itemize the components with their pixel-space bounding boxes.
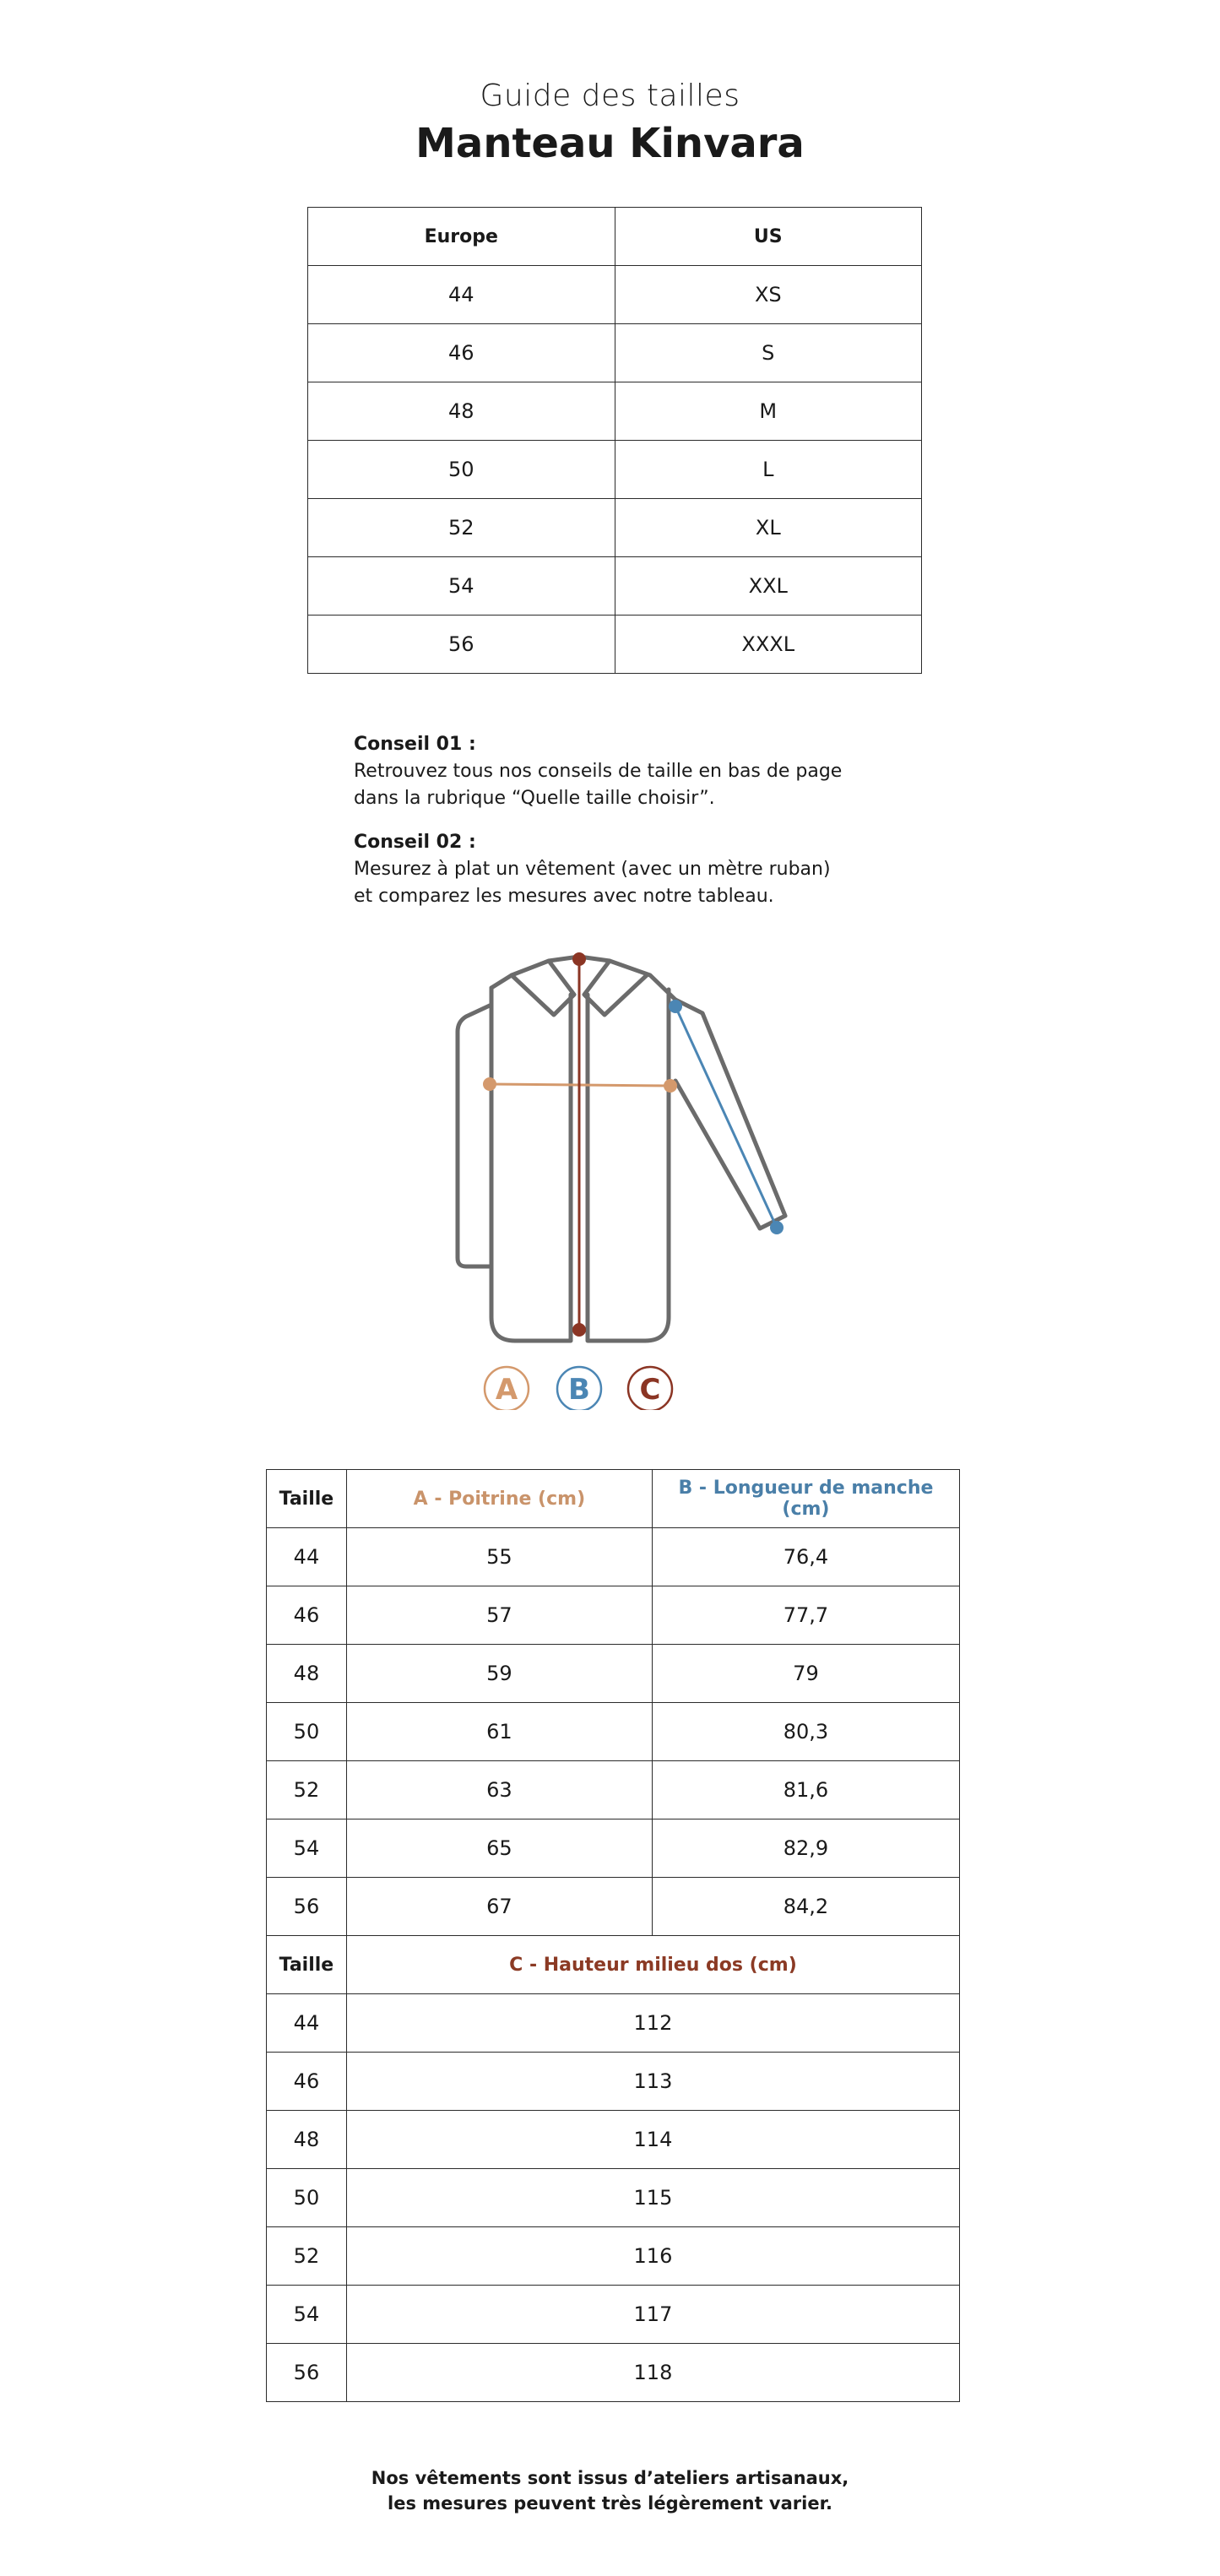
- legend-a-badge: [485, 1367, 529, 1410]
- table-row: [308, 324, 922, 382]
- size-conversion-table: [307, 207, 922, 674]
- table-row: [267, 1528, 960, 1586]
- cell-c: 118: [346, 2344, 959, 2402]
- cell-taille: 56: [267, 2344, 347, 2402]
- table-header-row: [267, 1470, 960, 1528]
- cell-us: XXL: [615, 557, 921, 616]
- table-row: [267, 1878, 960, 1936]
- header-taille: Taille: [267, 1936, 347, 1994]
- table-row: [267, 1761, 960, 1819]
- cell-taille: 52: [267, 1761, 347, 1819]
- cell-c: 115: [346, 2169, 959, 2227]
- cell-a: 57: [346, 1586, 652, 1645]
- cell-taille: 56: [267, 1878, 347, 1936]
- table-row: [267, 2286, 960, 2344]
- cell-taille: 50: [267, 1703, 347, 1761]
- tip-02: [354, 829, 894, 910]
- cell-b: 80,3: [652, 1703, 959, 1761]
- tip-text-line: et comparez les mesures avec notre tableau.: [354, 886, 774, 907]
- table-row: [308, 441, 922, 499]
- header-europe: Europe: [308, 208, 615, 266]
- table-row: [308, 499, 922, 557]
- cell-c: 112: [346, 1994, 959, 2053]
- footer-line: les mesures peuvent très légèrement varier.: [388, 2493, 832, 2514]
- cell-a: 59: [346, 1645, 652, 1703]
- table-row: [308, 382, 922, 441]
- legend-a-label: A: [495, 1373, 518, 1407]
- cell-europe: 54: [308, 557, 615, 616]
- cell-b: 82,9: [652, 1819, 959, 1878]
- cell-taille: 52: [267, 2227, 347, 2286]
- cell-c: 117: [346, 2286, 959, 2344]
- table-row: [267, 1586, 960, 1645]
- table-header-row: [308, 208, 922, 266]
- tip-01: [354, 731, 894, 812]
- table-row: [267, 1819, 960, 1878]
- cell-us: XXXL: [615, 616, 921, 674]
- cell-us: L: [615, 441, 921, 499]
- table-row: [308, 557, 922, 616]
- cell-b: 79: [652, 1645, 959, 1703]
- tips-section: [354, 731, 894, 927]
- cell-taille: 50: [267, 2169, 347, 2227]
- table-header-row: [267, 1936, 960, 1994]
- table-row: [267, 1994, 960, 2053]
- tip-title: Conseil 01 :: [354, 734, 476, 755]
- cell-taille: 54: [267, 2286, 347, 2344]
- legend-b-badge: [557, 1367, 601, 1410]
- measure-b-line: [669, 1000, 784, 1234]
- measurements-table: [266, 1469, 960, 2402]
- table-row: [267, 2227, 960, 2286]
- header-a-poitrine: A - Poitrine (cm): [346, 1470, 652, 1528]
- cell-c: 114: [346, 2111, 959, 2169]
- cell-us: M: [615, 382, 921, 441]
- cell-europe: 44: [308, 266, 615, 324]
- cell-us: XS: [615, 266, 921, 324]
- header-b-manche: B - Longueur de manche (cm): [652, 1470, 959, 1528]
- cell-us: XL: [615, 499, 921, 557]
- measure-c-line: [572, 952, 586, 1337]
- legend-b-label: B: [568, 1373, 590, 1407]
- cell-b: 76,4: [652, 1528, 959, 1586]
- cell-a: 55: [346, 1528, 652, 1586]
- cell-taille: 48: [267, 1645, 347, 1703]
- page-title: Manteau Kinvara: [415, 120, 805, 167]
- cell-taille: 48: [267, 2111, 347, 2169]
- cell-europe: 52: [308, 499, 615, 557]
- cell-a: 63: [346, 1761, 652, 1819]
- table-row: [308, 266, 922, 324]
- cell-us: S: [615, 324, 921, 382]
- cell-c: 113: [346, 2053, 959, 2111]
- cell-b: 84,2: [652, 1878, 959, 1936]
- coat-outline: [458, 957, 785, 1341]
- coat-measurement-diagram: [439, 937, 794, 1410]
- table-row: [267, 2053, 960, 2111]
- cell-taille: 54: [267, 1819, 347, 1878]
- cell-taille: 46: [267, 1586, 347, 1645]
- tip-text-line: Mesurez à plat un vêtement (avec un mètre ruban): [354, 859, 831, 880]
- header-c-hauteur: C - Hauteur milieu dos (cm): [346, 1936, 959, 1994]
- cell-taille: 44: [267, 1994, 347, 2053]
- cell-europe: 50: [308, 441, 615, 499]
- footer-note: [0, 2465, 1220, 2516]
- legend-c-badge: [628, 1367, 672, 1410]
- tip-text-line: dans la rubrique “Quelle taille choisir”.: [354, 788, 715, 809]
- cell-a: 67: [346, 1878, 652, 1936]
- footer-line: Nos vêtements sont issus d’ateliers artisanaux,: [371, 2468, 849, 2488]
- cell-taille: 44: [267, 1528, 347, 1586]
- cell-c: 116: [346, 2227, 959, 2286]
- legend-c-label: C: [639, 1373, 661, 1407]
- page-subtitle: Guide des tailles: [480, 79, 740, 113]
- cell-b: 81,6: [652, 1761, 959, 1819]
- tip-title: Conseil 02 :: [354, 832, 476, 853]
- header-taille: Taille: [267, 1470, 347, 1528]
- cell-b: 77,7: [652, 1586, 959, 1645]
- table-row: [267, 1645, 960, 1703]
- table-row: [267, 1703, 960, 1761]
- cell-taille: 46: [267, 2053, 347, 2111]
- page-header: [0, 78, 1220, 169]
- table-row: [267, 2111, 960, 2169]
- cell-a: 65: [346, 1819, 652, 1878]
- cell-europe: 56: [308, 616, 615, 674]
- cell-europe: 48: [308, 382, 615, 441]
- cell-a: 61: [346, 1703, 652, 1761]
- tip-text-line: Retrouvez tous nos conseils de taille en bas de page: [354, 761, 843, 782]
- table-row: [308, 616, 922, 674]
- header-us: US: [615, 208, 921, 266]
- table-row: [267, 2169, 960, 2227]
- table-row: [267, 2344, 960, 2402]
- cell-europe: 46: [308, 324, 615, 382]
